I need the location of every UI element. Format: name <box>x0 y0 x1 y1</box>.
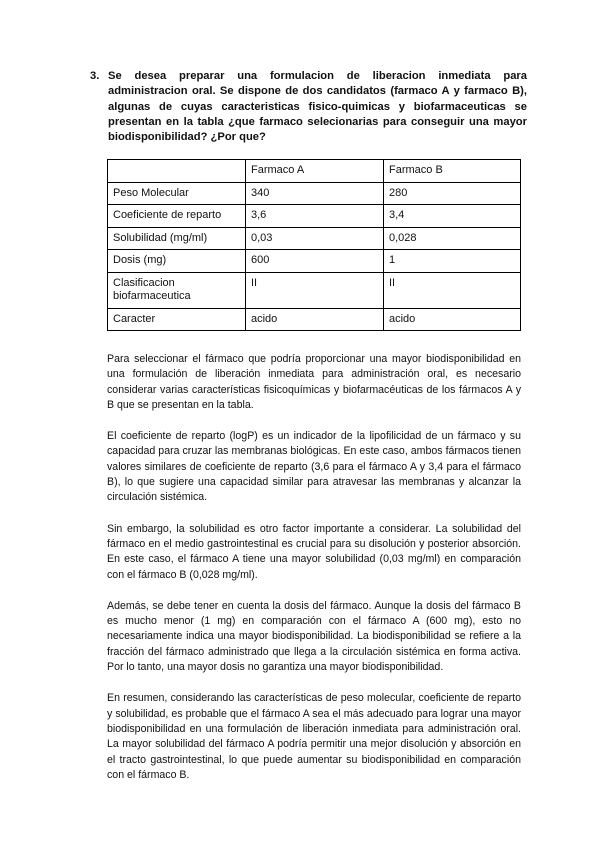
table-row <box>108 182 521 205</box>
question-number: 3. <box>90 70 100 82</box>
table-cell: 280 <box>384 182 521 205</box>
answer-block <box>107 352 521 799</box>
table-cell: 340 <box>246 182 384 205</box>
question-text: Se desea preparar una formulacion de liberacion inmediata para administracion oral. Se dispone de dos candidatos (farmaco A y farmaco B), algunas de cuyas caracteristicas fisico-quimicas y biofarmaceuticas se presentan en la tabla ¿que farmaco selecionarias para conseguir una mayor biodisponibilidad? ¿Por que? <box>108 70 527 144</box>
table-row <box>108 205 521 228</box>
table-cell: Caracter <box>108 308 246 331</box>
table-cell: Solubilidad (mg/ml) <box>108 227 246 250</box>
table-cell: 0,028 <box>384 227 521 250</box>
table-cell: Coeficiente de reparto <box>108 205 246 228</box>
table-cell: acido <box>246 308 384 331</box>
table-cell: 0,03 <box>246 227 384 250</box>
drug-properties-table <box>107 159 521 331</box>
table-cell: 3,4 <box>384 205 521 228</box>
table-header-row <box>108 160 521 183</box>
table-row <box>108 250 521 273</box>
table-cell: Dosis (mg) <box>108 250 246 273</box>
answer-paragraph: Además, se debe tener en cuenta la dosis del fármaco. Aunque la dosis del fármaco B es mucho menor (1 mg) en comparación con el fármaco A (600 mg), esto no necesariamente indica una mayor biodisponibilidad. La biodisponibilidad se refiere a la fracción del fármaco administrado que llega a la circulación sistémica en forma activa. Por lo tanto, una mayor dosis no garantiza una mayor biodisponibilidad. <box>107 599 521 674</box>
answer-paragraph: Para seleccionar el fármaco que podría proporcionar una mayor biodisponibilidad en una formulación de liberación inmediata para administración oral, es necesario considerar varias características fisicoquímicas y biofarmacéuticas de los fármacos A y B que se presentan en la tabla. <box>107 353 521 411</box>
table-header-cell: Farmaco B <box>384 160 521 183</box>
table-cell: II <box>246 272 384 308</box>
table-row <box>108 308 521 331</box>
table-row <box>108 227 521 250</box>
table-cell: Peso Molecular <box>108 182 246 205</box>
answer-paragraph: Sin embargo, la solubilidad es otro factor importante a considerar. La solubilidad del fármaco en el medio gastrointestinal es crucial para su disolución y posterior absorción. En este caso, el fármaco A tiene una mayor solubilidad (0,03 mg/ml) en comparación con el fármaco B (0,028 mg/ml). <box>107 522 521 581</box>
question-block <box>90 69 527 145</box>
table-cell: 3,6 <box>246 205 384 228</box>
table-cell: Clasificacion biofarmaceutica <box>108 272 246 308</box>
table-row <box>108 272 521 308</box>
table-cell: II <box>384 272 521 308</box>
table-cell: 1 <box>384 250 521 273</box>
answer-paragraph: El coeficiente de reparto (logP) es un indicador de la lipofilicidad de un fármaco y su capacidad para cruzar las membranas biológicas. En este caso, ambos fármacos tienen valores similares de coeficiente de reparto (3,6 para el fármaco A y 3,4 para el fármaco B), lo que sugiere una capacidad similar para atravesar las membranas y alcanzar la circulación sistémica. <box>107 430 521 504</box>
table-header-cell <box>108 160 246 183</box>
answer-paragraph: En resumen, considerando las características de peso molecular, coeficiente de reparto y solubilidad, es probable que el fármaco A sea el más adecuado para lograr una mayor biodisponibilidad en una formulación de liberación inmediata para administración oral. La mayor solubilidad del fármaco A podría permitir una mejor disolución y absorción en el tracto gastrointestinal, lo que puede aumentar su biodisponibilidad en comparación con el fármaco B. <box>107 692 521 781</box>
table-header-cell: Farmaco A <box>246 160 384 183</box>
table-cell: acido <box>384 308 521 331</box>
table-cell: 600 <box>246 250 384 273</box>
